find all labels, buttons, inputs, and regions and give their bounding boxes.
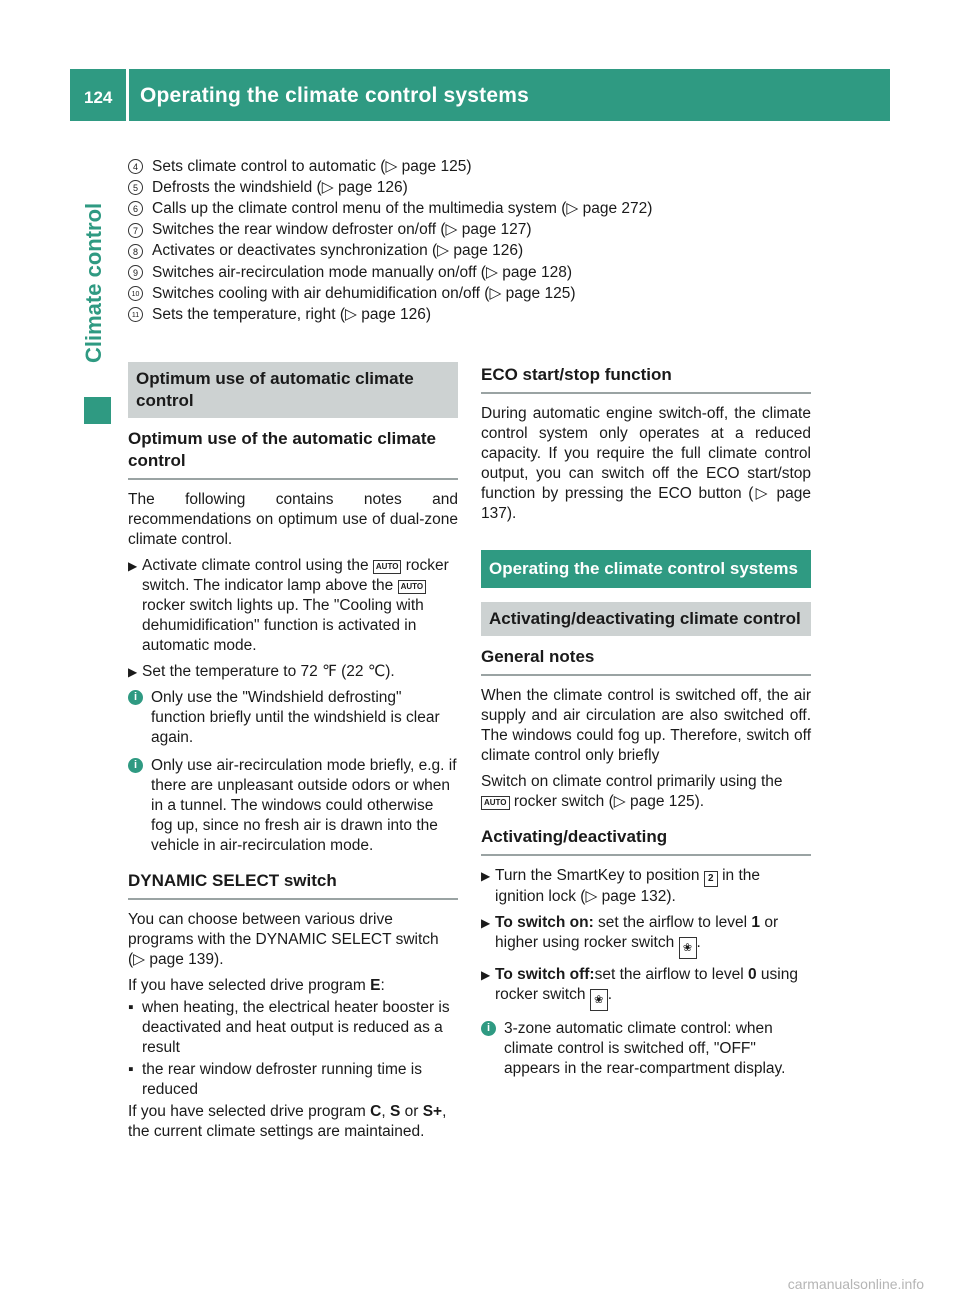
page-title: Operating the climate control systems — [140, 84, 530, 107]
drive-program-cs-paragraph: If you have selected drive program C, S or S+, the current climate settings are maintained. — [128, 1103, 447, 1140]
auto-button-icon: AUTO — [398, 580, 427, 594]
list-item — [128, 304, 828, 325]
list-item — [128, 198, 828, 219]
callout-number: 11 — [128, 307, 143, 322]
switch-on-paragraph: Switch on climate control primarily using the AUTO rocker switch (▷ page 125). — [481, 773, 783, 810]
arrow-icon: ▶ — [481, 869, 491, 883]
callout-text: Activates or deactivates synchronization (▷ page 126) — [152, 242, 524, 260]
intro-paragraph: The following contains notes and recommendations on optimum use of dual-zone climate control. — [128, 491, 458, 548]
list-item — [128, 283, 828, 304]
info-icon: i — [128, 758, 143, 773]
step-text: Activate climate control using the AUTO rocker switch. The indicator lamp above the AUTO rocker switch lights up. The "Cooling with dehumidification" function is activated in automatic mode. — [142, 557, 449, 654]
bullet-icon: ▪ — [128, 999, 134, 1016]
list-item — [128, 156, 828, 177]
fan-switch-icon: ❀ — [590, 989, 608, 1011]
info-text: Only use air-recirculation mode briefly, e.g. if there are unpleasant outside odors or when in a tunnel. The windows could otherwise fog up, since no fresh air is drawn into the vehicle in air-recirculation mode. — [151, 757, 457, 854]
step-text: To switch on: set the airflow to level 1 or higher using rocker switch ❀ . — [495, 913, 811, 959]
page-number: 124 — [84, 88, 113, 107]
list-item — [128, 1060, 458, 1100]
chapter-heading: Operating the climate control systems — [481, 550, 811, 588]
callout-text: Sets climate control to automatic (▷ page 125) — [152, 157, 472, 175]
list-item — [128, 241, 828, 262]
step-text: Set the temperature to 72 ℉ (22 ℃). — [142, 663, 395, 680]
ignition-position-icon: 2 — [704, 871, 718, 887]
info-text: Only use the "Windshield defrosting" function briefly until the windshield is clear again. — [151, 689, 440, 746]
callout-number: 4 — [128, 159, 143, 174]
eco-paragraph: During automatic engine switch-off, the climate control system only operates at a reduced capacity. If you require the full climate control output, you can switch off the ECO start/stop function by pressing the ECO button (▷ page 137). — [481, 405, 811, 522]
instruction-step — [128, 662, 458, 682]
callout-text: Switches air-recirculation mode manually on/off (▷ page 128) — [152, 263, 573, 281]
section-heading: General notes — [481, 646, 811, 676]
right-column — [481, 362, 811, 1087]
callout-number: 10 — [128, 286, 143, 301]
side-tab-label: Climate control — [81, 202, 106, 363]
info-note — [481, 1019, 811, 1079]
instruction-step — [481, 913, 811, 959]
step-text: Turn the SmartKey to position 2 in the ignition lock (▷ page 132). — [495, 867, 761, 905]
fan-switch-icon: ❀ — [679, 937, 697, 959]
info-note — [128, 688, 458, 748]
info-text: 3-zone automatic climate control: when climate control is switched off, "OFF" appears in the rear-compartment display. — [504, 1020, 786, 1077]
list-item — [128, 262, 828, 283]
callout-list — [128, 156, 828, 326]
section-box-heading: Optimum use of automatic climate control — [128, 362, 458, 418]
general-notes-paragraph: When the climate control is switched off, the air supply and air circulation are also switched off. The windows could fog up. Therefore, switch off climate control only briefly — [481, 687, 811, 764]
list-item — [128, 220, 828, 241]
bullet-icon: ▪ — [128, 1061, 134, 1078]
section-heading: ECO start/stop function — [481, 364, 811, 394]
header-divider — [126, 69, 129, 121]
left-column — [128, 362, 458, 1148]
bullet-text: when heating, the electrical heater booster is deactivated and heat output is reduced as a result — [142, 999, 450, 1056]
bullet-text: the rear window defroster running time is reduced — [142, 1061, 422, 1098]
watermark: carmanualsonline.info — [787, 1276, 924, 1292]
callout-number: 9 — [128, 265, 143, 280]
callout-number: 8 — [128, 244, 143, 259]
callout-number: 5 — [128, 180, 143, 195]
list-item — [128, 177, 828, 198]
callout-text: Calls up the climate control menu of the multimedia system (▷ page 272) — [152, 199, 653, 217]
instruction-step — [481, 965, 811, 1011]
arrow-icon: ▶ — [481, 968, 491, 982]
callout-text: Defrosts the windshield (▷ page 126) — [152, 178, 408, 196]
section-heading: DYNAMIC SELECT switch — [128, 870, 458, 900]
list-item — [128, 998, 458, 1058]
info-icon: i — [128, 690, 143, 705]
callout-number: 7 — [128, 223, 143, 238]
auto-button-icon: AUTO — [373, 560, 402, 574]
callout-text: Sets the temperature, right (▷ page 126) — [152, 305, 432, 323]
step-text: To switch off:set the airflow to level 0 using rocker switch ❀ . — [495, 965, 811, 1011]
info-icon: i — [481, 1021, 496, 1036]
instruction-step — [128, 556, 458, 656]
side-tab-marker — [84, 397, 111, 424]
section-box-heading: Activating/deactivating climate control — [481, 602, 811, 636]
auto-button-icon: AUTO — [481, 796, 510, 810]
info-note — [128, 756, 458, 856]
callout-number: 6 — [128, 201, 143, 216]
instruction-step — [481, 866, 811, 907]
section-heading: Optimum use of the automatic climate control — [128, 428, 458, 480]
callout-text: Switches the rear window defroster on/off (▷ page 127) — [152, 221, 532, 239]
dynamic-select-paragraph: You can choose between various drive programs with the DYNAMIC SELECT switch (▷ page 139). — [128, 911, 439, 968]
drive-program-e-paragraph: If you have selected drive program E: — [128, 977, 385, 994]
callout-text: Switches cooling with air dehumidification on/off (▷ page 125) — [152, 284, 576, 302]
arrow-icon: ▶ — [481, 916, 491, 930]
section-heading: Activating/deactivating — [481, 826, 811, 856]
arrow-icon: ▶ — [128, 559, 138, 573]
arrow-icon: ▶ — [128, 665, 138, 679]
